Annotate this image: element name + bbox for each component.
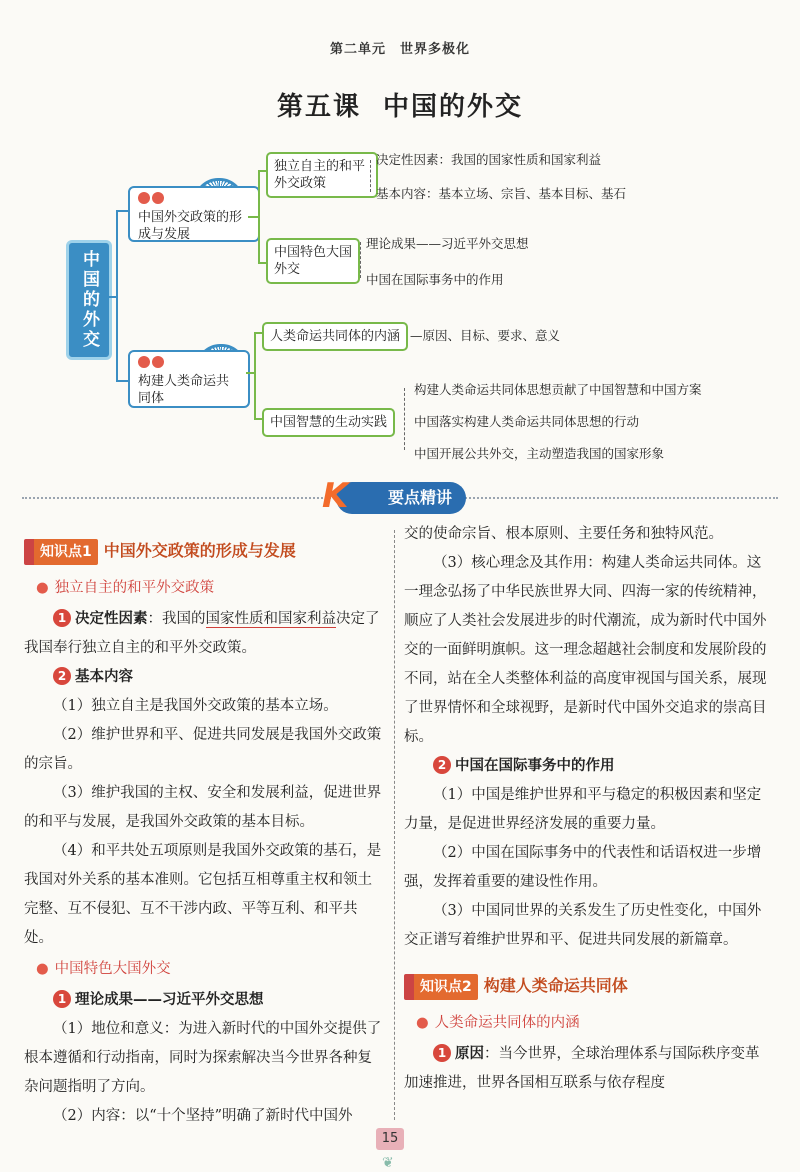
tag-icon <box>152 356 164 368</box>
paragraph: 交的使命宗旨、根本原则、主要任务和独特风范。 <box>404 526 723 542</box>
mindmap-leaf: —原因、目标、要求、意义 <box>410 328 561 343</box>
mindmap-leaf: 构建人类命运共同体思想贡献了中国智慧和中国方案 <box>414 382 702 397</box>
knowledge-point-1-heading <box>24 534 386 568</box>
subheading: ● 中国特色大国外交 <box>36 961 171 977</box>
running-head: 第二单元 世界多极化 <box>329 42 470 57</box>
mindmap-sub-2-2: 中国智慧的生动实践 <box>262 408 395 437</box>
section-badge: 要点精讲 <box>336 482 466 514</box>
paragraph: （2）维护世界和平、促进共同发展是我国外交政策的宗旨。 <box>24 727 382 772</box>
bullet-icon: ● <box>36 580 49 596</box>
mindmap-leaf: 中国落实构建人类命运共同体思想的行动 <box>414 414 640 429</box>
mindmap-leaf: 决定性因素：我国的国家性质和国家利益 <box>376 152 602 167</box>
column-divider <box>394 530 395 1120</box>
right-column <box>404 520 768 1098</box>
paragraph: 1 决定性因素：我国的国家性质和国家利益决定了我国奉行独立自主的和平外交政策。 <box>24 611 380 656</box>
lesson-number: 第五课 <box>276 92 361 122</box>
bird-icon: ❦ <box>382 1155 394 1171</box>
bullet-icon: ● <box>416 1015 429 1031</box>
mindmap-leaf: 基本内容：基本立场、宗旨、基本目标、基石 <box>376 186 627 201</box>
tag-icon <box>138 192 150 204</box>
paragraph: （2）内容：以“十个坚持”明确了新时代中国外 <box>53 1108 353 1124</box>
lesson-title <box>0 86 800 123</box>
k-logo-icon: K <box>322 476 349 516</box>
tag-icon <box>138 356 150 368</box>
branch-1-label: 中国外交政策的形成与发展 <box>138 210 243 242</box>
mindmap-leaf: 理论成果——习近平外交思想 <box>366 236 529 251</box>
branch-2-label: 构建人类命运共同体 <box>138 374 230 406</box>
mindmap-sub-1-2: 中国特色大国外交 <box>266 238 360 284</box>
paragraph: 2 基本内容 <box>24 663 386 692</box>
mindmap-branch-1 <box>128 186 260 242</box>
paragraph: 1 理论成果——习近平外交思想 <box>24 986 386 1015</box>
mindmap-leaf: 中国开展公共外交，主动塑造我国的国家形象 <box>414 446 665 461</box>
paragraph: （3）中国同世界的关系发生了历史性变化，中国外交正谱写着维护世界和平、促进共同发展的新篇章。 <box>404 903 762 948</box>
subheading: ● 独立自主的和平外交政策 <box>36 580 215 596</box>
paragraph: （1）地位和意义：为进入新时代的中国外交提供了根本遵循和行动指南，同时为探索解决当今世界各种复杂问题指明了方向。 <box>24 1021 382 1095</box>
subheading: ● 人类命运共同体的内涵 <box>416 1015 580 1031</box>
paragraph: （3）维护我国的主权、安全和发展利益，促进世界的和平与发展，是我国外交政策的基本目标。 <box>24 785 382 830</box>
paragraph: （2）中国在国际事务中的代表性和话语权进一步增强，发挥着重要的建设性作用。 <box>404 845 762 890</box>
page-number: 15 <box>376 1128 404 1150</box>
mindmap-leaf: 中国在国际事务中的作用 <box>366 272 504 287</box>
mindmap-branch-2 <box>128 350 250 408</box>
lesson-name: 中国的外交 <box>383 92 524 122</box>
paragraph: （4）和平共处五项原则是我国外交政策的基石，是我国对外关系的基本准则。它包括互相尊重主权和领土完整、互不侵犯、互不干涉内政、平等互利、和平共处。 <box>24 843 382 946</box>
kp-label: 知识点2 <box>404 974 478 1000</box>
paragraph: （3）核心理念及其作用：构建人类命运共同体。这一理念弘扬了中华民族世界大同、四海一家的传统精神，顺应了人类社会发展进步的时代潮流，成为新时代中国外交的一面鲜明旗帜。这一理念超越社会制度和发展阶段的不同，站在全人类整体利益的高度审视国与国关系，展现了世界情怀和全球视野，是新时代中国外交追求的崇高目标。 <box>404 555 767 745</box>
paragraph: 1 原因：当今世界，全球治理体系与国际秩序变革加速推进，世界各国相互联系与依存程度 <box>404 1046 760 1091</box>
mindmap-sub-2-1: 人类命运共同体的内涵 <box>262 322 408 351</box>
kp-label: 知识点1 <box>24 539 98 565</box>
paragraph: 2 中国在国际事务中的作用 <box>404 752 768 781</box>
mindmap-sub-1-1: 独立自主的和平外交政策 <box>266 152 378 198</box>
mindmap-root: 中国的外交 <box>66 240 112 360</box>
kp-title: 中国外交政策的形成与发展 <box>103 541 296 560</box>
left-column <box>24 520 386 1131</box>
kp-title: 构建人类命运共同体 <box>483 976 628 995</box>
knowledge-point-2-heading <box>404 969 768 1003</box>
paragraph: （1）独立自主是我国外交政策的基本立场。 <box>53 698 338 714</box>
bullet-icon: ● <box>36 961 49 977</box>
paragraph: （1）中国是维护世界和平与稳定的积极因素和坚定力量，是促进世界经济发展的重要力量。 <box>404 787 762 832</box>
tag-icon <box>152 192 164 204</box>
